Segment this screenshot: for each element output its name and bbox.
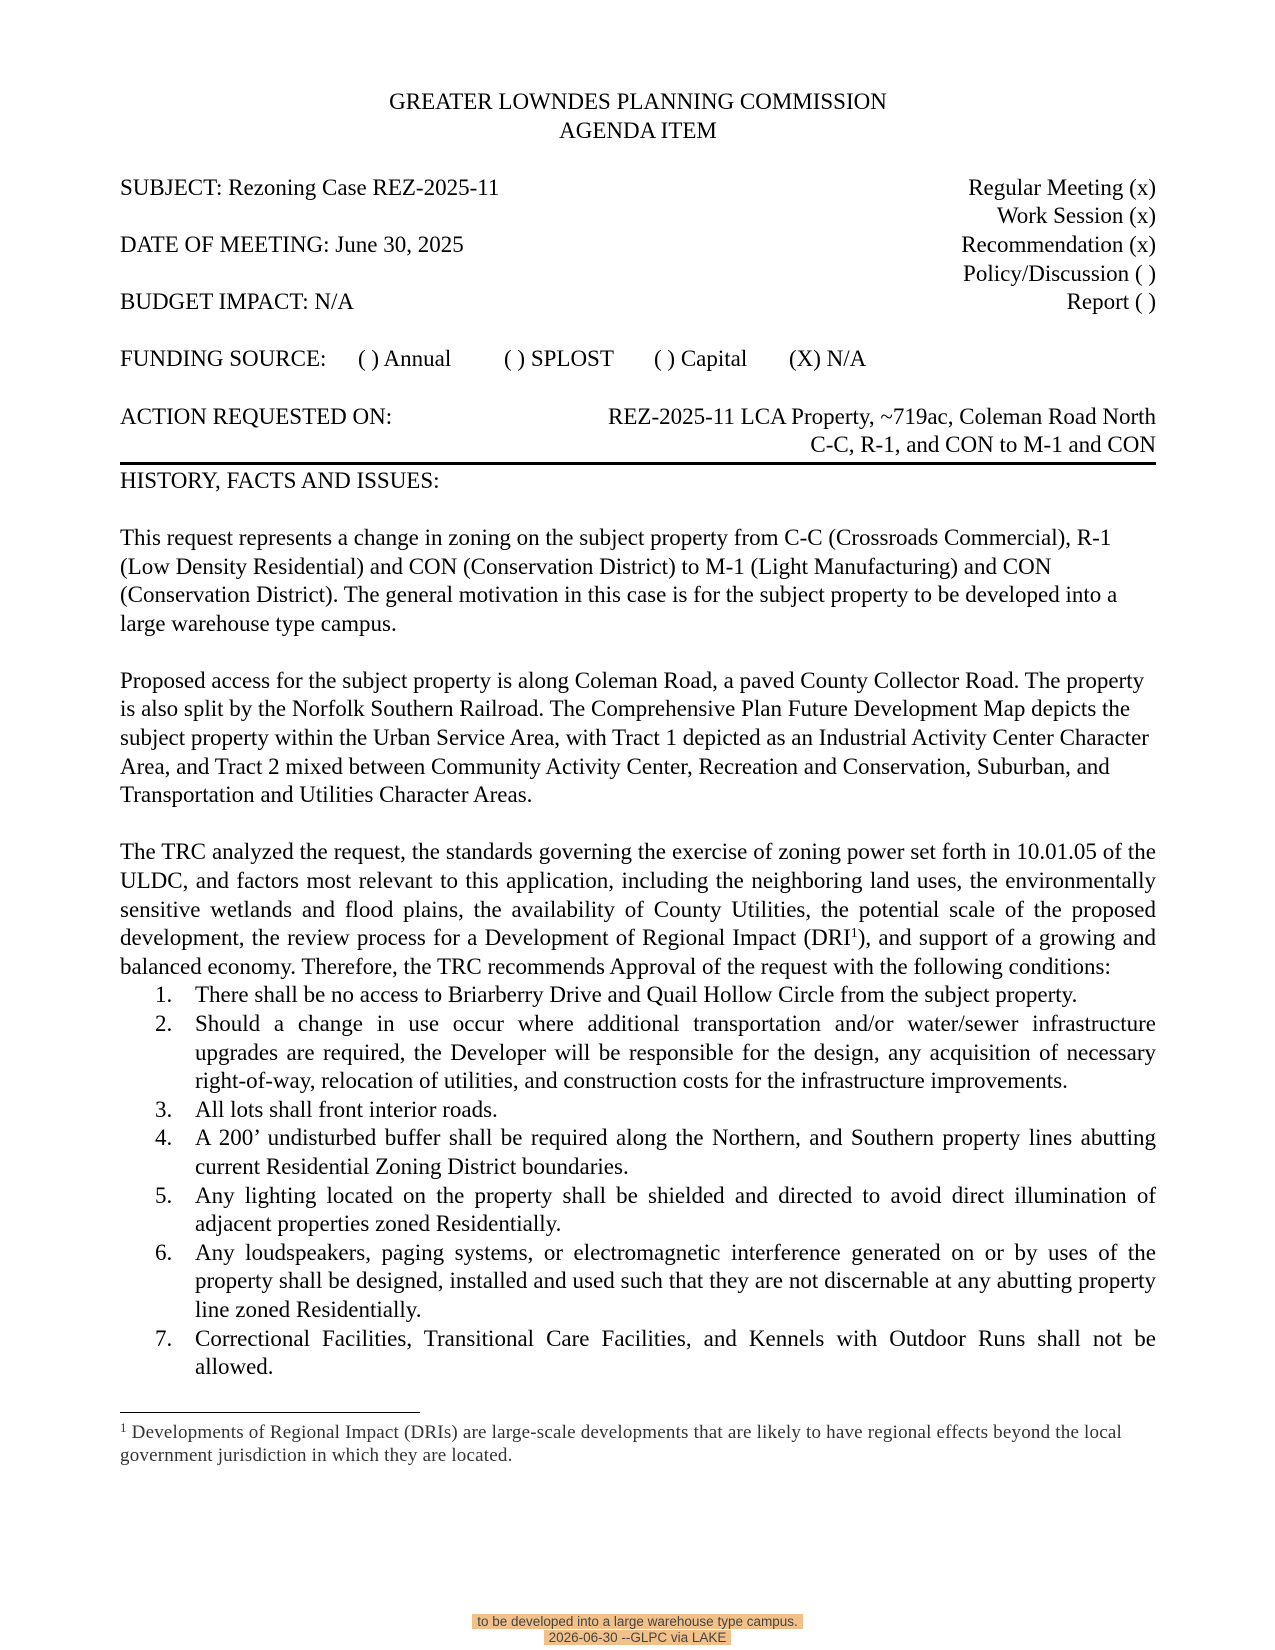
org-heading: GREATER LOWNDES PLANNING COMMISSION (389, 89, 887, 114)
annotation-stamp-excerpt (0, 1614, 1275, 1630)
condition-number: 6. (155, 1239, 173, 1265)
annotation-stamp-source (0, 1630, 1275, 1646)
conditions-list (120, 981, 1156, 1381)
condition-text: Correctional Facilities, Transitional Care Facilities, and Kennels with Outdoor Runs shall not be allowed. (195, 1325, 1156, 1380)
funding-option: ( ) SPLOST (504, 346, 614, 372)
funding-option: ( ) Capital (654, 346, 748, 372)
meeting-type-item: Policy/Discussion ( ) (963, 260, 1156, 286)
paragraph-text: The TRC analyzed the request, the standards governing the exercise of zoning power set forth in 10.01.05 of the ULDC, and factors most relevant to this application, including the neighboring land uses, the environmentally sensitive wetlands and flood plains, the availability of County Utilities, the potential scale of the proposed development, the review process for a Development of Regional Impact (DRI (120, 839, 1156, 951)
condition-text: There shall be no access to Briarberry Drive and Quail Hollow Circle from the subject property. (195, 982, 1078, 1008)
meeting-type-item: Report ( ) (1066, 289, 1156, 315)
condition-item (120, 1010, 1156, 1096)
footnote (120, 1421, 1156, 1468)
agenda-page (120, 88, 1156, 1468)
condition-text: Any loudspeakers, paging systems, or electromagnetic interference generated on or by uses of the property shall be designed, installed and used such that they are not discernable at any abutting property line zoned Residentially. (195, 1239, 1156, 1322)
condition-number: 1. (155, 982, 173, 1008)
footnote-mark: 1 (120, 1419, 127, 1435)
condition-number: 2. (155, 1011, 173, 1036)
budget-impact-line: BUDGET IMPACT: N/A (120, 289, 354, 315)
action-detail-line: C-C, R-1, and CON to M-1 and CON (810, 432, 1156, 458)
condition-number: 7. (155, 1325, 173, 1351)
condition-item (120, 1124, 1156, 1181)
info-left (120, 174, 499, 317)
stamp-excerpt-text: to be developed into a large warehouse type campus. (472, 1614, 802, 1629)
funding-option: (X) N/A (789, 346, 867, 372)
condition-item (120, 1182, 1156, 1239)
footnote-reference: 1 (850, 926, 858, 942)
paragraph (120, 838, 1156, 981)
meeting-type-item: Regular Meeting (x) (968, 174, 1156, 200)
section-title: HISTORY, FACTS AND ISSUES: (120, 467, 440, 493)
info-block (120, 174, 1156, 317)
action-label: ACTION REQUESTED ON: (120, 403, 393, 429)
footnote-divider (120, 1412, 420, 1413)
paragraph: Proposed access for the subject property is along Coleman Road, a paved County Collector Road. The property is also split by the Norfolk Southern Railroad. The Comprehensive Plan Future Development Map depicts the subject property within the Urban Service Area, with Tract 1 depicted as an Industrial Activity Center Character Area, and Tract 2 mixed between Community Activity Center, Recreation and Conservation, Suburban, and Transportation and Utilities Character Areas. (120, 667, 1149, 808)
condition-number: 3. (155, 1096, 173, 1122)
condition-number: 4. (155, 1125, 173, 1151)
funding-label: FUNDING SOURCE: (120, 346, 327, 372)
paragraph-text: ), and support of a growing and balanced economy. Therefore, the TRC recommends Approval of the request with the following conditions: (120, 925, 1156, 979)
condition-item (120, 1239, 1156, 1325)
subject-line: SUBJECT: Rezoning Case REZ-2025-11 (120, 174, 500, 200)
action-detail (608, 403, 1156, 460)
condition-text: A 200’ undisturbed buffer shall be required along the Northern, and Southern property lines abutting current Residential Zoning District boundaries. (195, 1125, 1156, 1179)
stamp-source-text: 2026-06-30 --GLPC via LAKE (544, 1630, 732, 1645)
meeting-type-list (961, 174, 1156, 317)
meeting-type-item: Recommendation (x) (961, 231, 1156, 257)
funding-source-line (120, 345, 1156, 374)
footnote-text: Developments of Regional Impact (DRIs) are large-scale developments that are likely to have regional effects beyond the local government jurisdiction in which they are located. (120, 1421, 1122, 1467)
condition-item (120, 1096, 1156, 1125)
condition-text: Should a change in use occur where additional transportation and/or water/sewer infrastructure upgrades are required, the Developer will be responsible for the design, any acquisition of necessary right-of-way, relocation of utilities, and construction costs for the infrastructure improvements. (195, 1011, 1156, 1094)
doc-type-heading: AGENDA ITEM (559, 117, 717, 143)
funding-option: ( ) Annual (358, 346, 452, 372)
section-divider (120, 462, 1156, 465)
condition-number: 5. (155, 1182, 173, 1208)
condition-text: All lots shall front interior roads. (195, 1096, 498, 1122)
condition-item (120, 981, 1156, 1010)
paragraph: This request represents a change in zoning on the subject property from C-C (Crossroads Commercial), R-1 (Low Density Residential) and CON (Conservation District) to M-1 (Light Manufacturing) and CON (Conservation District). The general motivation in this case is for the subject property to be developed into a large warehouse type campus. (120, 524, 1118, 636)
condition-text: Any lighting located on the property shall be shielded and directed to avoid direct illumination of adjacent properties zoned Residentially. (195, 1182, 1156, 1237)
meeting-type-item: Work Session (x) (996, 203, 1156, 229)
meeting-date-line: DATE OF MEETING: June 30, 2025 (120, 231, 464, 257)
action-detail-line: REZ-2025-11 LCA Property, ~719ac, Coleman Road North (608, 403, 1156, 429)
action-requested (120, 403, 1156, 460)
condition-item (120, 1325, 1156, 1382)
